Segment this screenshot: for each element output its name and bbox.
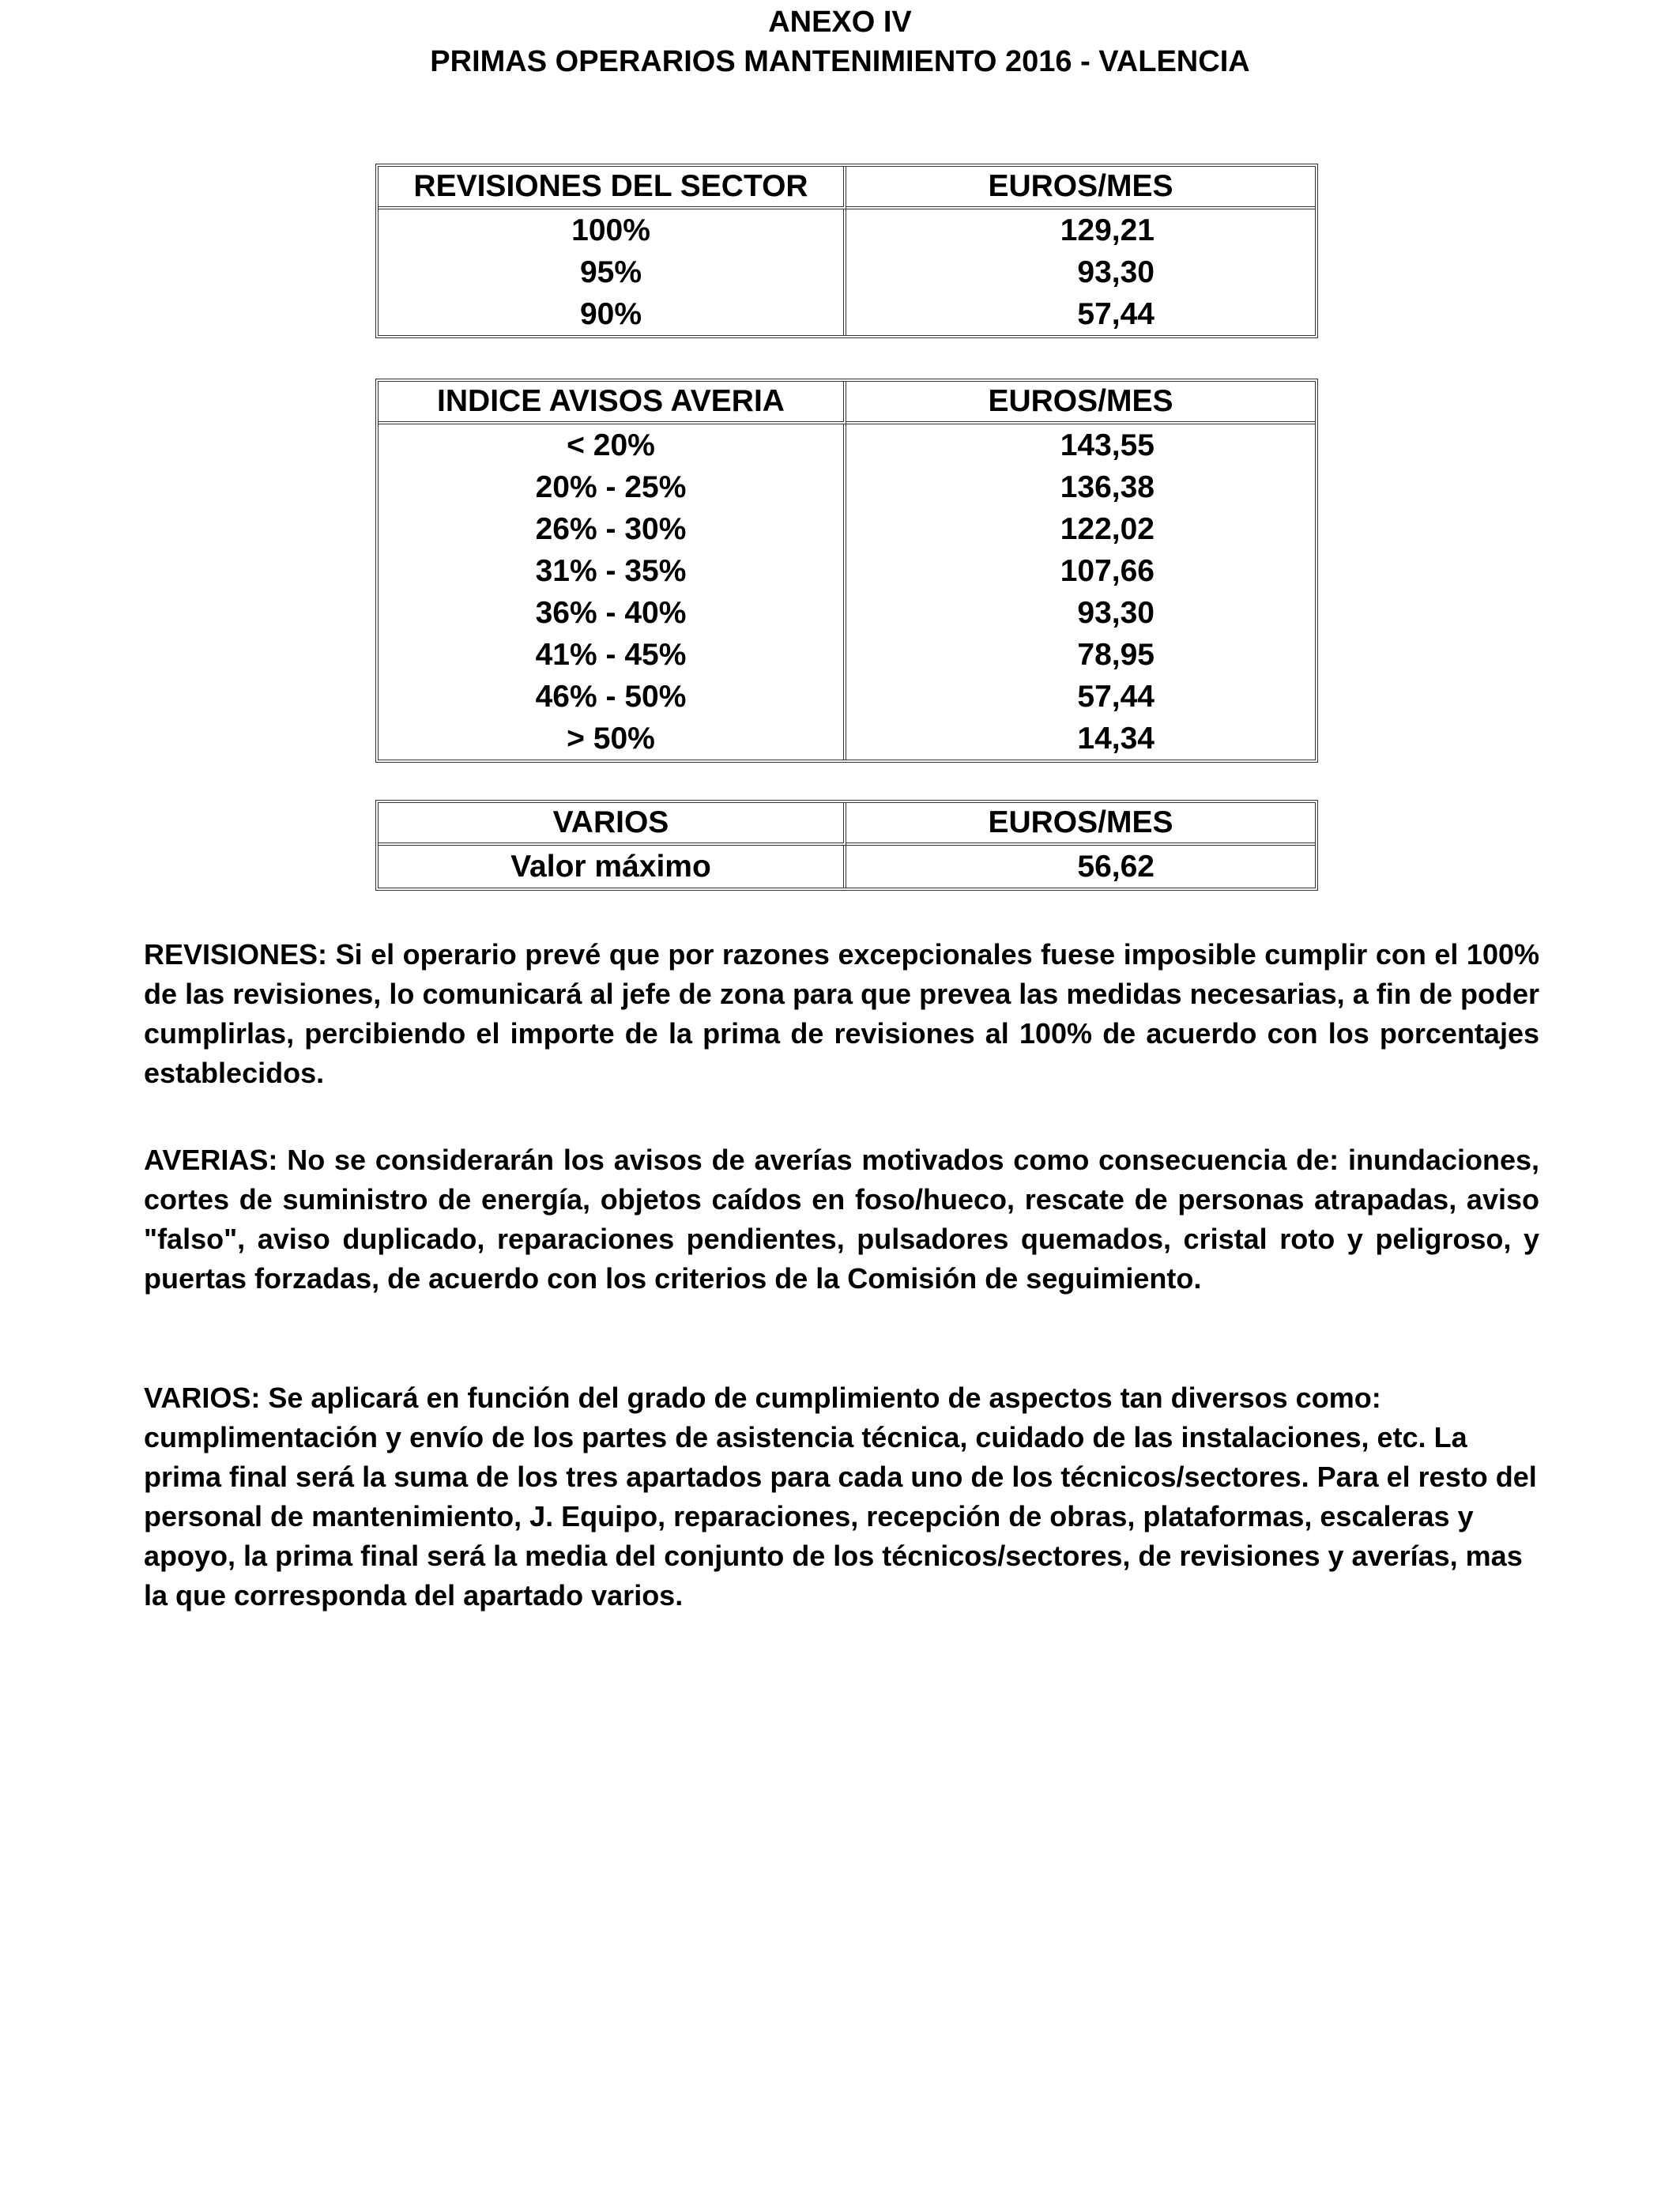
row-key: 46% - 50% xyxy=(379,676,846,718)
row-value: 57,44 xyxy=(1077,297,1155,331)
row-value: 93,30 xyxy=(1077,596,1155,630)
table-row xyxy=(379,550,1315,592)
row-value: 143,55 xyxy=(1060,428,1155,462)
row-key: Valor máximo xyxy=(379,846,846,888)
table-row xyxy=(379,466,1315,508)
document-title: ANEXO IV xyxy=(768,6,912,39)
row-key: 41% - 45% xyxy=(379,634,846,676)
row-value: 14,34 xyxy=(1077,722,1155,756)
varios-header-left: VARIOS xyxy=(379,803,846,846)
row-value: 122,02 xyxy=(1060,512,1155,546)
table-row xyxy=(379,293,1315,335)
row-value: 56,62 xyxy=(1077,850,1155,884)
row-key: 31% - 35% xyxy=(379,550,846,592)
row-key: 95% xyxy=(379,251,846,293)
row-value: 78,95 xyxy=(1077,638,1155,672)
table-row xyxy=(379,718,1315,760)
row-value: 136,38 xyxy=(1060,470,1155,504)
row-value: 93,30 xyxy=(1077,255,1155,289)
table-row xyxy=(379,209,1315,251)
document-subtitle: PRIMAS OPERARIOS MANTENIMIENTO 2016 - VALENCIA xyxy=(430,45,1250,78)
revisiones-paragraph: REVISIONES: Si el operario prevé que por razones excepcionales fuese imposible cumplir con el 100% de las revisiones, lo comunicará al jefe de zona para que prevea las medidas necesarias, a fin de poder cumplirlas, percibiendo el importe de la prima de revisiones al 100% de acuerdo con los porcentajes establecidos. xyxy=(144,938,1539,1089)
varios-table xyxy=(375,800,1318,891)
row-key: > 50% xyxy=(379,718,846,760)
row-key: < 20% xyxy=(379,424,846,466)
averias-table xyxy=(375,379,1318,763)
row-value: 107,66 xyxy=(1060,554,1155,588)
table-row xyxy=(379,508,1315,550)
revisiones-header-right: EUROS/MES xyxy=(846,167,1315,209)
row-key: 26% - 30% xyxy=(379,508,846,550)
averias-header-left: INDICE AVISOS AVERIA xyxy=(379,382,846,424)
row-key: 20% - 25% xyxy=(379,466,846,508)
revisiones-header-left: REVISIONES DEL SECTOR xyxy=(379,167,846,209)
row-value: 57,44 xyxy=(1077,680,1155,714)
table-row xyxy=(379,251,1315,293)
varios-paragraph: VARIOS: Se aplicará en función del grado de cumplimiento de aspectos tan diversos como: cumplimentación y envío de los partes de asistencia técnica, cuidado de las instalaciones, etc. La prima final será la suma de los tres apartados para cada uno de los técnicos/sectores. Para el resto del personal de mantenimiento, J. Equipo, reparaciones, recepción de obras, plataformas, escaleras y apoyo, la prima final será la media del conjunto de los técnicos/sectores, de revisiones y averías, mas la que corresponda del apartado varios. xyxy=(144,1382,1537,1612)
table-row xyxy=(379,592,1315,634)
revisiones-table xyxy=(375,164,1318,338)
averias-header-right: EUROS/MES xyxy=(846,382,1315,424)
averias-paragraph: AVERIAS: No se considerarán los avisos de averías motivados como consecuencia de: inundaciones, cortes de suministro de energía, objetos caídos en foso/hueco, rescate de personas atrapadas, aviso "falso", aviso duplicado, reparaciones pendientes, pulsadores quemados, cristal roto y peligroso, y puertas forzadas, de acuerdo con los criterios de la Comisión de seguimiento. xyxy=(144,1144,1539,1295)
table-row xyxy=(379,634,1315,676)
row-value: 129,21 xyxy=(1060,213,1155,247)
row-key: 36% - 40% xyxy=(379,592,846,634)
row-key: 100% xyxy=(379,209,846,251)
varios-header-right: EUROS/MES xyxy=(846,803,1315,846)
table-row xyxy=(379,676,1315,718)
row-key: 90% xyxy=(379,293,846,335)
table-row xyxy=(379,424,1315,466)
table-row xyxy=(379,846,1315,888)
